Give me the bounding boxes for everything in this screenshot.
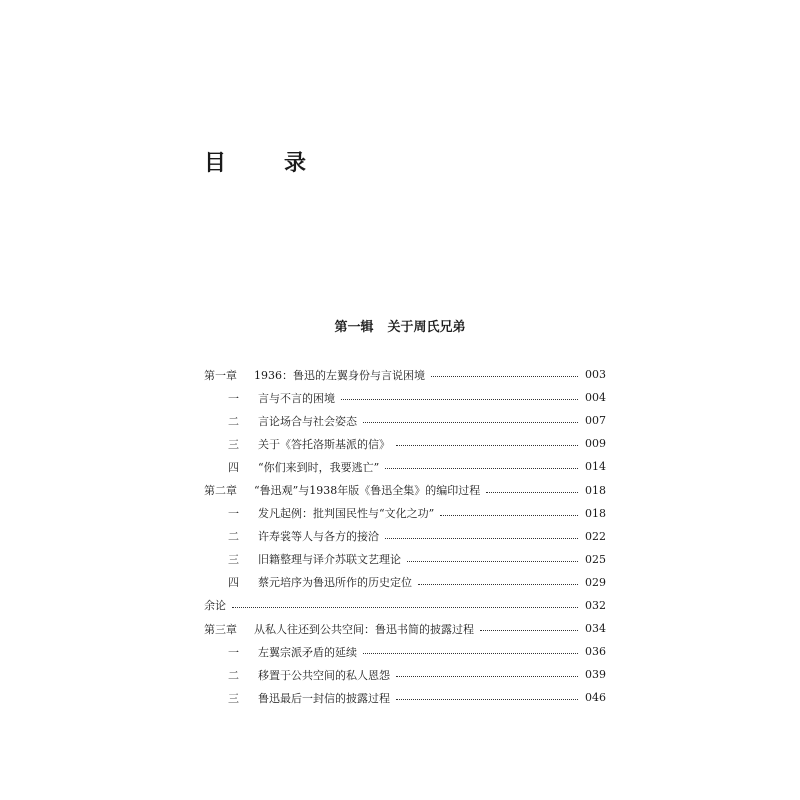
toc-entry-title: 关于《答托洛斯基派的信》	[258, 437, 390, 451]
toc-entry-number: 四	[228, 576, 239, 590]
table-of-contents	[204, 363, 606, 709]
toc-entry-page: 029	[585, 575, 606, 589]
toc-entry-title: 1936：鲁迅的左翼身份与言说困境	[254, 368, 425, 382]
page-title: 目 录	[204, 151, 325, 176]
dot-leader	[418, 584, 578, 585]
toc-entry-title: 蔡元培序为鲁迅所作的历史定位	[258, 576, 412, 590]
toc-entry-sub	[204, 409, 606, 432]
toc-entry-page: 039	[585, 668, 606, 682]
dot-leader	[385, 538, 578, 539]
toc-entry-number: 一	[228, 507, 239, 521]
toc-entry-chapter	[204, 363, 606, 386]
dot-leader	[363, 422, 578, 423]
toc-entry-sub	[204, 571, 606, 594]
toc-entry-chapter	[204, 478, 606, 501]
toc-entry-page: 018	[585, 506, 606, 520]
dot-leader	[232, 607, 578, 608]
toc-entry-number: 四	[228, 460, 239, 474]
toc-entry-number: 二	[228, 668, 239, 682]
toc-entry-title: “鲁迅观”与1938年版《鲁迅全集》的编印过程	[254, 484, 481, 498]
dot-leader	[385, 468, 578, 469]
toc-entry-title: “你们来到时，我要逃亡”	[258, 460, 380, 474]
dot-leader	[363, 653, 578, 654]
toc-entry-page: 032	[585, 598, 606, 612]
toc-entry-title: 旧籍整理与译介苏联文艺理论	[258, 553, 401, 567]
section-heading	[0, 316, 800, 335]
toc-entry-sub	[204, 386, 606, 409]
toc-entry-misc	[204, 594, 606, 617]
toc-entry-number: 第一章	[204, 368, 237, 382]
toc-entry-sub	[204, 455, 606, 478]
toc-entry-page: 003	[585, 368, 606, 382]
toc-entry-page: 046	[585, 691, 606, 705]
toc-entry-page: 004	[585, 391, 606, 405]
toc-entry-sub	[204, 432, 606, 455]
dot-leader	[440, 515, 578, 516]
dot-leader	[396, 445, 578, 446]
toc-entry-page: 036	[585, 645, 606, 659]
toc-entry-page: 009	[585, 437, 606, 451]
toc-entry-number: 二	[228, 530, 239, 544]
toc-entry-title: 鲁迅最后一封信的披露过程	[258, 691, 390, 705]
section-title: 关于周氏兄弟	[387, 320, 466, 335]
toc-entry-chapter	[204, 617, 606, 640]
toc-entry-title: 发凡起例：批判国民性与“文化之功”	[258, 507, 435, 521]
dot-leader	[341, 399, 578, 400]
toc-entry-number: 三	[228, 691, 239, 705]
dot-leader	[480, 630, 578, 631]
toc-entry-title: 言论场合与社会姿态	[258, 414, 357, 428]
toc-entry-sub	[204, 548, 606, 571]
toc-entry-page: 034	[585, 622, 606, 636]
toc-entry-number: 二	[228, 414, 239, 428]
dot-leader	[486, 492, 578, 493]
toc-entry-page: 014	[585, 460, 606, 474]
section-part: 第一辑	[334, 320, 374, 335]
toc-entry-sub	[204, 663, 606, 686]
toc-entry-sub	[204, 502, 606, 525]
dot-leader	[396, 676, 578, 677]
toc-entry-title: 许寿裳等人与各方的接洽	[258, 530, 379, 544]
toc-entry-number: 三	[228, 437, 239, 451]
toc-entry-title: 移置于公共空间的私人恩怨	[258, 668, 390, 682]
dot-leader	[431, 376, 578, 377]
toc-entry-title: 余论	[204, 599, 226, 613]
dot-leader	[396, 699, 578, 700]
toc-entry-sub	[204, 525, 606, 548]
toc-entry-title: 从私人往还到公共空间：鲁迅书简的披露过程	[254, 622, 474, 636]
toc-entry-page: 022	[585, 529, 606, 543]
toc-entry-page: 007	[585, 414, 606, 428]
toc-entry-page: 018	[585, 483, 606, 497]
dot-leader	[407, 561, 578, 562]
toc-entry-title: 言与不言的困境	[258, 391, 335, 405]
toc-entry-page: 025	[585, 552, 606, 566]
toc-entry-title: 左翼宗派矛盾的延续	[258, 645, 357, 659]
toc-entry-number: 第三章	[204, 622, 237, 636]
toc-entry-number: 一	[228, 391, 239, 405]
toc-entry-number: 第二章	[204, 484, 237, 498]
toc-entry-number: 一	[228, 645, 239, 659]
toc-entry-number: 三	[228, 553, 239, 567]
toc-entry-sub	[204, 686, 606, 709]
toc-entry-sub	[204, 640, 606, 663]
